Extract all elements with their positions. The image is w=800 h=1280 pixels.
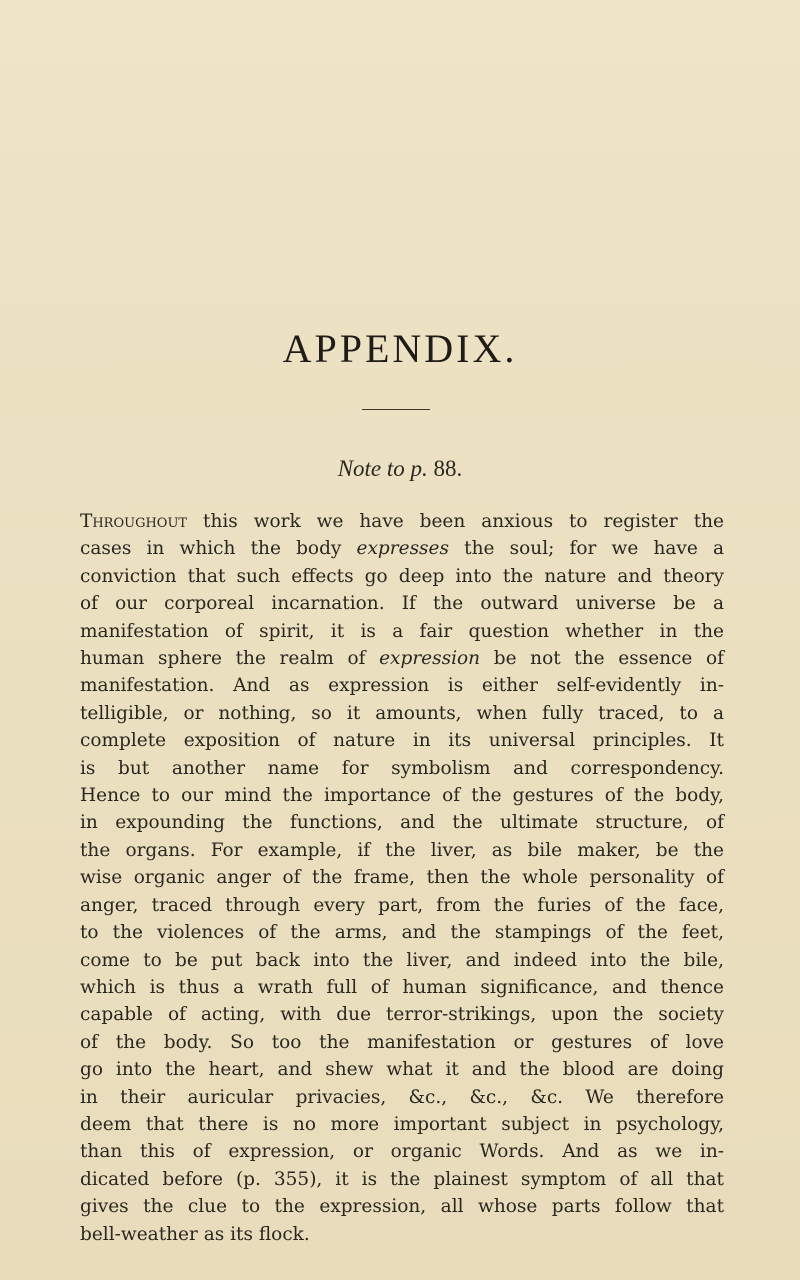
appendix-paragraph bbox=[80, 508, 724, 1248]
text-run: the soul; for we have a bbox=[449, 538, 725, 560]
text-line bbox=[80, 1029, 724, 1056]
small-caps-word: Throughout bbox=[80, 511, 188, 532]
text-run: which is thus a wrath full of human significance, and thence bbox=[80, 976, 724, 998]
text-run: of the body. So too the manifestation or gestures of love bbox=[80, 1031, 724, 1053]
text-line bbox=[80, 1056, 724, 1083]
text-run: is but another name for symbolism and correspondency. bbox=[80, 757, 724, 779]
text-line bbox=[80, 919, 724, 946]
text-run: complete exposition of nature in its universal principles. It bbox=[80, 730, 724, 752]
text-line bbox=[80, 1084, 724, 1111]
text-line bbox=[80, 700, 724, 727]
text-line bbox=[80, 864, 724, 891]
text-run: deem that there is no more important subject in psychology, bbox=[80, 1113, 724, 1135]
text-line bbox=[80, 1111, 724, 1138]
text-line bbox=[80, 535, 724, 562]
heading-rule bbox=[362, 409, 430, 410]
note-reference bbox=[0, 456, 800, 482]
text-run: in their auricular privacies, &c., &c., &c. We therefore bbox=[80, 1086, 724, 1108]
text-line bbox=[80, 672, 724, 699]
text-run: this work we have been anxious to register the bbox=[187, 511, 724, 532]
text-run: in expounding the functions, and the ultimate structure, of bbox=[80, 812, 724, 834]
text-run: gives the clue to the expression, all whose parts follow that bbox=[80, 1196, 724, 1218]
text-run: be not the essence of bbox=[480, 648, 724, 670]
text-run: anger, traced through every part, from the furies of the face, bbox=[80, 894, 724, 916]
italic-word: expression bbox=[379, 648, 481, 670]
text-run: bell-weather as its flock. bbox=[80, 1223, 310, 1245]
text-line bbox=[80, 892, 724, 919]
text-line bbox=[80, 755, 724, 782]
italic-word: expresses bbox=[356, 538, 449, 560]
text-run: manifestation. And as expression is either self-evidently in- bbox=[80, 675, 724, 697]
text-line bbox=[80, 645, 724, 672]
note-prefix: Note to p. bbox=[337, 456, 428, 481]
text-run: wise organic anger of the frame, then the whole personality of bbox=[80, 867, 724, 889]
text-run: manifestation of spirit, it is a fair question whether in the bbox=[80, 620, 724, 642]
text-line bbox=[80, 947, 724, 974]
text-run: go into the heart, and shew what it and the blood are doing bbox=[80, 1059, 724, 1081]
text-line bbox=[80, 1166, 724, 1193]
text-line bbox=[80, 618, 724, 645]
text-run: to the violences of the arms, and the stampings of the feet, bbox=[80, 922, 724, 944]
text-line bbox=[80, 563, 724, 590]
text-run: conviction that such effects go deep into the nature and theory bbox=[80, 565, 724, 587]
text-line bbox=[80, 1001, 724, 1028]
text-line bbox=[80, 508, 724, 535]
text-run: cases in which the body bbox=[80, 538, 357, 560]
note-page-number: 88. bbox=[433, 456, 463, 481]
text-run: of our corporeal incarnation. If the outward universe be a bbox=[80, 593, 724, 615]
text-line bbox=[80, 974, 724, 1001]
text-line bbox=[80, 1138, 724, 1165]
text-run: the organs. For example, if the liver, as bile maker, be the bbox=[80, 839, 724, 861]
text-line bbox=[80, 782, 724, 809]
text-run: human sphere the realm of bbox=[80, 648, 380, 670]
text-run: capable of acting, with due terror-strikings, upon the society bbox=[80, 1004, 724, 1026]
text-run: telligible, or nothing, so it amounts, when fully traced, to a bbox=[80, 702, 724, 724]
text-run: dicated before (p. 355), it is the plainest symptom of all that bbox=[80, 1168, 724, 1190]
text-line bbox=[80, 837, 724, 864]
text-line bbox=[80, 590, 724, 617]
text-line bbox=[80, 809, 724, 836]
text-line bbox=[80, 1193, 724, 1220]
text-line bbox=[80, 727, 724, 754]
text-run: come to be put back into the liver, and indeed into the bile, bbox=[80, 949, 724, 971]
text-run: Hence to our mind the importance of the gestures of the body, bbox=[80, 785, 724, 807]
appendix-heading: APPENDIX. bbox=[282, 326, 518, 371]
text-run: than this of expression, or organic Words. And as we in- bbox=[80, 1141, 724, 1163]
text-line bbox=[80, 1221, 724, 1248]
